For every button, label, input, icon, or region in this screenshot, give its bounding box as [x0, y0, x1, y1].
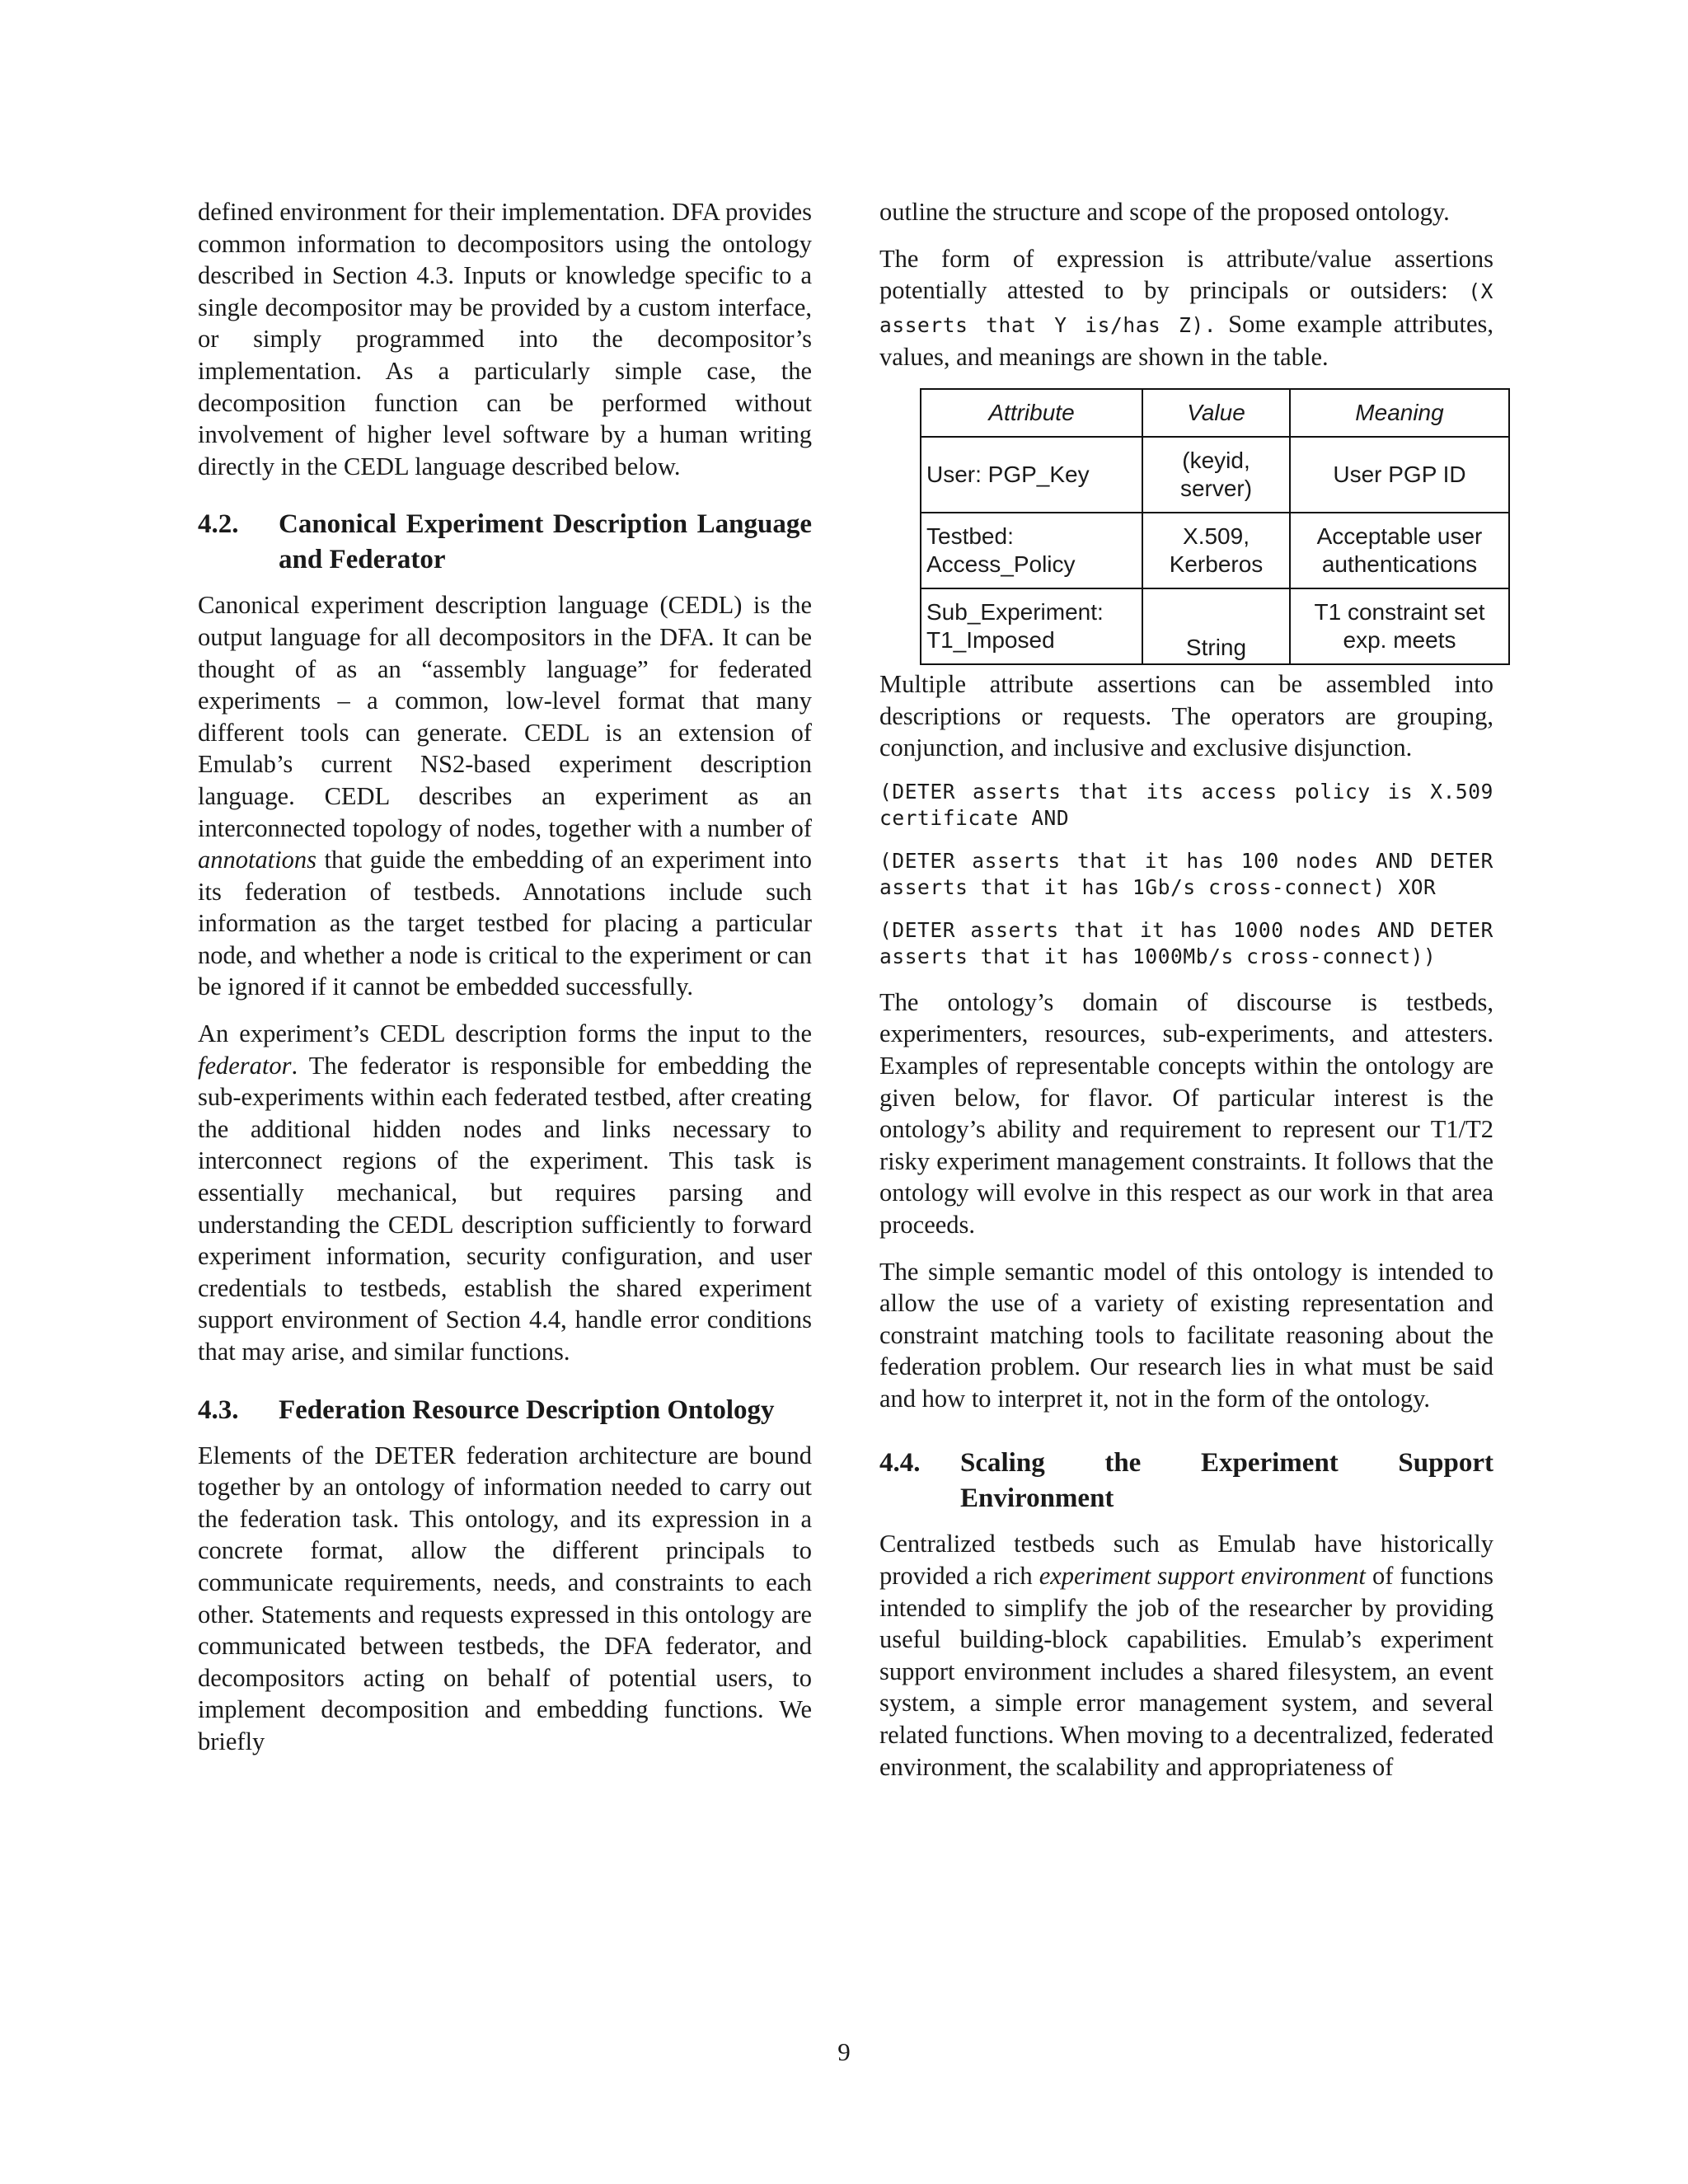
page-number: 9: [837, 2037, 851, 2066]
table-header-row: [921, 389, 1509, 437]
section-number: 4.4.: [879, 1448, 921, 1479]
code-example-1: (DETER asserts that its access policy is X.509 certificate AND: [879, 779, 1493, 830]
paragraph-ontology-intro: Elements of the DETER federation architecture are bound together by an ontology of information needed to carry out the federation task. This ontology, and its expression in a concrete format, allow the different principals to communicate requirements, needs, and constraints to each other. Statements and requests expressed in this ontology are communicated between testbeds, the DFA federator, and decompositors acting on behalf of potential users, to implement decomposition and embedding functions. We briefly: [198, 1441, 812, 1755]
text-run: Canonical experiment description language (CEDL) is the output language for all decompositors in the DFA. It can be thought of as an “assembly language” for federated experiments – a common, low-level format that many different tools can generate. CEDL is an extension of Emulab’s current NS2-based experiment description language. CEDL describes an experiment as an interconnected topology of nodes, together with a number of: [198, 591, 812, 842]
text-run: of functions intended to simplify the job of the researcher by providing useful building-block capabilities. Emulab’s experiment support environment includes a shared filesystem, an event system, a simple error management system, and several related functions. When moving to a decentralized, federated environment, the scalability and appropriateness of: [879, 1562, 1494, 1781]
assertion-form-code: (X asserts that Y is/has Z).: [879, 279, 1494, 337]
section-heading-4-2: [198, 507, 812, 578]
code-example-3: (DETER asserts that it has 1000 nodes AND DETER asserts that it has 1000Mb/s cross-connect)): [879, 917, 1493, 968]
table-row: [921, 437, 1509, 513]
section-title: Federation Resource Description Ontology: [279, 1394, 775, 1425]
table-row: [921, 513, 1509, 588]
paragraph-operators: Multiple attribute assertions can be assembled into descriptions or requests. The operators are grouping, conjunction, and inclusive and exclusive disjunction.: [879, 669, 1493, 762]
text-run: The form of expression is attribute/value assertions potentially attested to by principals or outsiders:: [879, 244, 1493, 305]
left-column: [198, 196, 812, 1773]
cell-meaning: Acceptable user authentications: [1290, 513, 1509, 588]
emphasis-support-environment: experiment support environment: [1039, 1562, 1366, 1591]
paragraph-cedl: [198, 589, 812, 1003]
cell-attribute: Testbed: Access_Policy: [921, 513, 1142, 588]
column-header-attribute: Attribute: [921, 389, 1142, 437]
paragraph-outline: outline the structure and scope of the proposed ontology.: [879, 198, 1450, 226]
cell-meaning: User PGP ID: [1290, 437, 1509, 513]
cell-value: X.509, Kerberos: [1142, 513, 1290, 588]
text-run: Some example attributes, values, and meanings are shown in the table.: [879, 309, 1494, 372]
emphasis-federator: federator: [198, 1051, 292, 1080]
cell-attribute: User: PGP_Key: [921, 437, 1142, 513]
section-heading-4-3: [198, 1393, 812, 1428]
section-heading-4-4: [879, 1446, 1493, 1516]
table-row: [921, 588, 1509, 664]
text-run: Centralized testbeds such as Emulab have historically provided a rich: [879, 1530, 1493, 1591]
attribute-table: [920, 388, 1510, 665]
paragraph-expression-form: [879, 243, 1493, 373]
code-example-2: (DETER asserts that it has 100 nodes AND DETER asserts that it has 1Gb/s cross-connect) XOR: [879, 848, 1493, 899]
cell-attribute: Sub_Experiment: T1_Imposed: [921, 588, 1142, 664]
section-title: Scaling the Experiment Support Environment: [960, 1448, 1493, 1514]
text-run: . The federator is responsible for embedding the sub-experiments within each federated testbed, after creating the additional hidden nodes and links necessary to interconnect regions of the experiment. This task is essentially mechanical, but requires parsing and understanding the CEDL description sufficiently to forward experiment information, security configuration, and user credentials to testbeds, establish the shared experiment support environment of Section 4.4, handle error conditions that may arise, and similar functions.: [198, 1051, 812, 1366]
cell-value: (keyid, server): [1142, 437, 1290, 513]
cell-meaning: T1 constraint set exp. meets: [1290, 588, 1509, 664]
emphasis-annotations: annotations: [198, 846, 317, 874]
text-run: An experiment’s CEDL description forms the input to the: [198, 1019, 812, 1048]
section-title: Canonical Experiment Description Language and Federator: [279, 509, 812, 575]
paragraph-federator: [198, 1018, 812, 1368]
text-run: that guide the embedding of an experiment into its federation of testbeds. Annotations include such information as the target testbed for placing a particular node, and whether a node is critical to the experiment or can be ignored if it cannot be embedded successfully.: [198, 846, 812, 1001]
section-number: 4.2.: [198, 509, 239, 540]
section-number: 4.3.: [198, 1394, 239, 1425]
cell-value: String: [1142, 588, 1290, 664]
paragraph-dfa-environment: defined environment for their implementation. DFA provides common information to decompositors using the ontology described in Section 4.3. Inputs or knowledge specific to a single decompositor may be provided by a custom interface, or simply programmed into the decompositor’s implementation. As a particularly simple case, the decomposition function can be performed without involvement of higher level software by a human writing directly in the CEDL language described below.: [198, 198, 812, 480]
paragraph-domain-of-discourse: The ontology’s domain of discourse is testbeds, experimenters, resources, sub-experiments, and attesters. Examples of representable concepts within the ontology are given below, for flavor. Of particular interest is the ontology’s ability and requirement to represent our T1/T2 risky experiment management constraints. It follows that the ontology will evolve in this respect as our work in that area proceeds.: [879, 987, 1493, 1239]
right-column: [879, 196, 1493, 1797]
paragraph-semantic-model: The simple semantic model of this ontology is intended to allow the use of a variety of existing representation and constraint matching tools to facilitate reasoning about the federation problem. Our research lies in what must be said and how to interpret it, not in the form of the ontology.: [879, 1257, 1493, 1413]
column-header-value: Value: [1142, 389, 1290, 437]
paragraph-support-environment: [879, 1528, 1493, 1783]
column-header-meaning: Meaning: [1290, 389, 1509, 437]
